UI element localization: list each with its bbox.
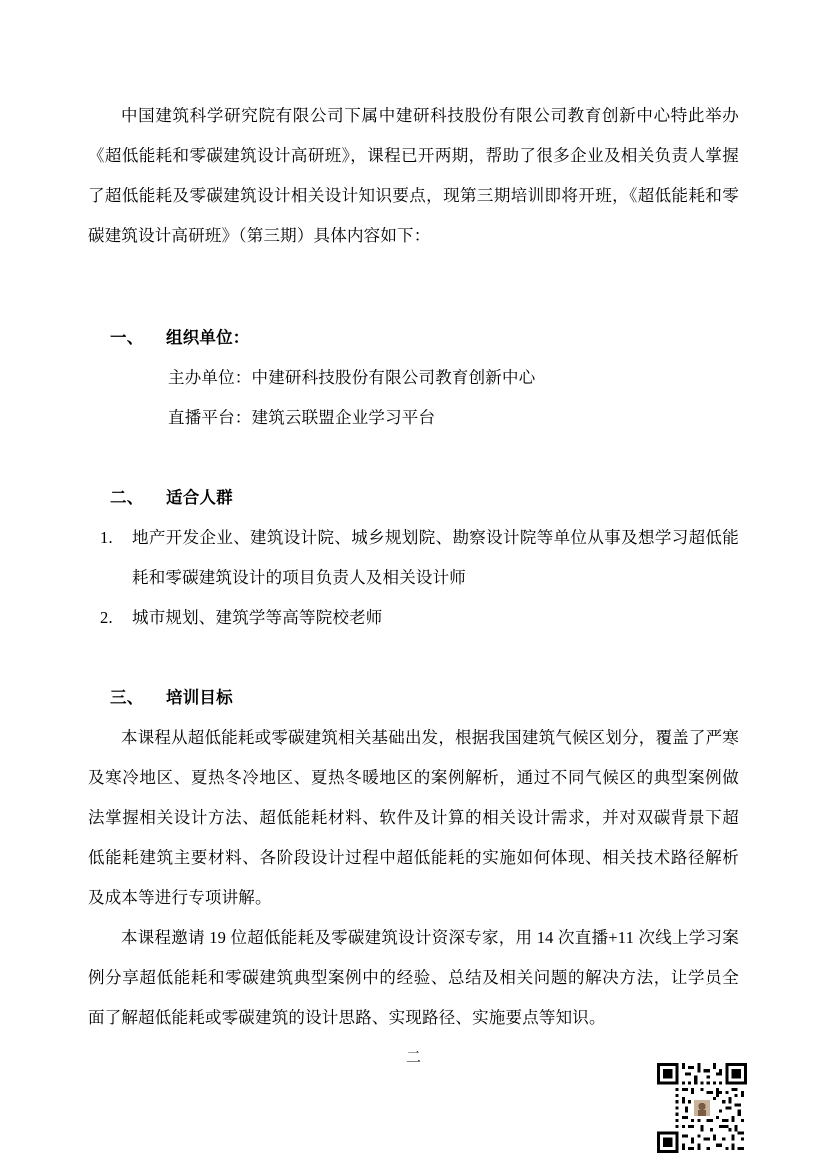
intro-paragraph: 中国建筑科学研究院有限公司下属中建研科技股份有限公司教育创新中心特此举办《超低能耗和零碳建筑设计高研班》，课程已开两期，帮助了很多企业及相关负责人掌握了超低能耗及零碳建筑设计相关设计知识要点，现第三期培训即将开班，《超低能耗和零碳建筑设计高研班》（第三期）具体内容如下： (88, 106, 739, 245)
list-marker: 2. (100, 608, 113, 627)
section-3-paragraph-2: 本课程邀请 19 位超低能耗及零碳建筑设计资深专家，用 14 次直播+11 次线上学习案例分享超低能耗和零碳建筑典型案例中的经验、总结及相关问题的解决方法，让学员全面了解超低能耗或零碳建筑的设计思路、实现路径、实施要点等知识。 (88, 928, 739, 1027)
list-item (88, 518, 739, 598)
spacer (88, 438, 739, 478)
section-number-3: 三、 (110, 688, 144, 707)
section-1-subline-2: 直播平台：建筑云联盟企业学习平台 (168, 408, 436, 427)
section-title-2: 适合人群 (166, 488, 233, 507)
section-2-list (88, 518, 739, 638)
section-title-1: 组织单位： (166, 328, 250, 347)
document-body (88, 96, 739, 1038)
qr-code (657, 1063, 747, 1153)
page-number: 二 (405, 1050, 421, 1066)
spacer (88, 638, 739, 678)
spacer (88, 256, 739, 318)
section-title-3: 培训目标 (166, 688, 233, 707)
list-item (88, 598, 739, 638)
list-marker: 1. (100, 528, 113, 547)
section-heading-3 (88, 678, 739, 718)
list-item-text: 地产开发企业、建筑设计院、城乡规划院、勘察设计院等单位从事及想学习超低能耗和零碳建筑设计的项目负责人及相关设计师 (132, 528, 739, 587)
section-1-subline-1: 主办单位：中建研科技股份有限公司教育创新中心 (168, 368, 536, 387)
section-number-1: 一、 (110, 328, 144, 347)
section-heading-1 (88, 318, 739, 358)
section-heading-2 (88, 478, 739, 518)
section-3-paragraph-1: 本课程从超低能耗或零碳建筑相关基础出发，根据我国建筑气候区划分，覆盖了严寒及寒冷地区、夏热冬冷地区、夏热冬暖地区的案例解析，通过不同气候区的典型案例做法掌握相关设计方法、超低能耗材料、软件及计算的相关设计需求，并对双碳背景下超低能耗建筑主要材料、各阶段设计过程中超低能耗的实施如何体现、相关技术路径解析及成本等进行专项讲解。 (88, 728, 739, 907)
section-number-2: 二、 (110, 488, 144, 507)
qr-code-image (657, 1063, 747, 1153)
list-item-text: 城市规划、建筑学等高等院校老师 (132, 608, 383, 627)
